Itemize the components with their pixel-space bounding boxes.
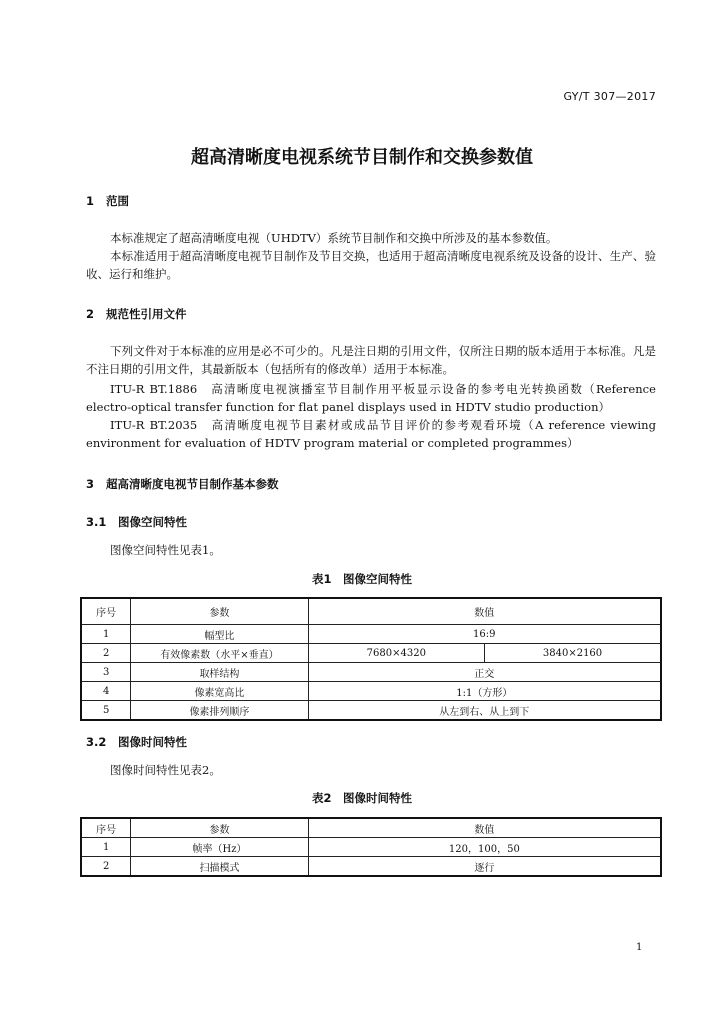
subsection-number: 3.1 <box>86 515 107 529</box>
table-row <box>81 682 661 701</box>
table-row <box>81 644 661 663</box>
table-cell: 像素宽高比 <box>131 682 308 701</box>
header-cell: 数值 <box>308 598 661 625</box>
table-row <box>81 663 661 682</box>
section-1-heading <box>86 193 129 209</box>
table-cell: 1 <box>81 838 131 857</box>
table-1 <box>80 597 662 721</box>
subsection-3-1-heading <box>86 514 187 530</box>
header-cell: 参数 <box>131 818 308 838</box>
header-cell: 数值 <box>308 818 661 838</box>
paragraph: 本标准适用于超高清晰度电视节目制作及节目交换，也适用于超高清晰度电视系统及设备的设计、生产、验收、运行和维护。 <box>86 249 656 281</box>
section-2-heading <box>86 306 187 322</box>
table-cell: 取样结构 <box>131 663 308 682</box>
table-cell: 16:9 <box>308 625 661 644</box>
header-cell: 序号 <box>81 818 131 838</box>
standard-code: GY/T 307—2017 <box>563 90 656 103</box>
section-title: 超高清晰度电视节目制作基本参数 <box>106 477 279 491</box>
table-cell: 4 <box>81 682 131 701</box>
subsection-title: 图像空间特性 <box>118 515 187 529</box>
section-number: 2 <box>86 307 95 321</box>
table-cell: 3840×2160 <box>485 644 661 663</box>
table-1-caption: 表1 图像空间特性 <box>311 572 412 586</box>
subsection-number: 3.2 <box>86 735 107 749</box>
table-2-caption: 表2 图像时间特性 <box>311 791 412 805</box>
subsection-3-2-heading <box>86 734 187 750</box>
table-cell: 扫描模式 <box>131 857 308 877</box>
header-cell: 序号 <box>81 598 131 625</box>
paragraph: 本标准规定了超高清晰度电视（UHDTV）系统节目制作和交换中所涉及的基本参数值。 <box>110 231 558 245</box>
paragraph: 图像时间特性见表2。 <box>110 763 221 777</box>
table-header-row <box>81 598 661 625</box>
page-number: 1 <box>636 942 643 953</box>
table-cell: 120，100，50 <box>308 838 661 857</box>
table-cell: 从左到右、从上到下 <box>308 701 661 721</box>
section-3-heading <box>86 476 279 492</box>
table-cell: 2 <box>81 857 131 877</box>
table-header-row <box>81 818 661 838</box>
table-cell: 1 <box>81 625 131 644</box>
table-cell: 逐行 <box>308 857 661 877</box>
table-cell: 2 <box>81 644 131 663</box>
table-cell: 幅型比 <box>131 625 308 644</box>
table-cell: 3 <box>81 663 131 682</box>
section-number: 3 <box>86 477 95 491</box>
table-row <box>81 838 661 857</box>
subsection-title: 图像时间特性 <box>118 735 187 749</box>
table-cell: 有效像素数（水平×垂直） <box>131 644 308 663</box>
header-cell: 参数 <box>131 598 308 625</box>
table-cell: 1:1（方形） <box>308 682 661 701</box>
table-row <box>81 857 661 877</box>
paragraph: 图像空间特性见表1。 <box>110 543 221 557</box>
section-title: 范围 <box>106 194 129 208</box>
section-number: 1 <box>86 194 95 208</box>
table-2 <box>80 817 662 877</box>
reference-entry: ITU-R BT.1886 高清晰度电视演播室节目制作用平板显示设备的参考电光转换函数（Reference electro-optical transfer function for flat panel displays used in HDTV studio production） <box>86 382 656 414</box>
table-cell: 帧率（Hz） <box>131 838 308 857</box>
paragraph: 下列文件对于本标准的应用是必不可少的。凡是注日期的引用文件，仅所注日期的版本适用于本标准。凡是不注日期的引用文件，其最新版本（包括所有的修改单）适用于本标准。 <box>86 344 656 376</box>
table-cell: 5 <box>81 701 131 721</box>
table-cell: 7680×4320 <box>308 644 484 663</box>
table-row <box>81 701 661 721</box>
document-title: 超高清晰度电视系统节目制作和交换参数值 <box>191 147 533 168</box>
table-cell: 像素排列顺序 <box>131 701 308 721</box>
table-cell: 正交 <box>308 663 661 682</box>
section-title: 规范性引用文件 <box>106 307 187 321</box>
reference-entry: ITU-R BT.2035 高清晰度电视节目素材或成品节目评价的参考观看环境（A reference viewing environment for evaluation of HDTV program material or completed programmes） <box>86 418 656 450</box>
table-row <box>81 625 661 644</box>
